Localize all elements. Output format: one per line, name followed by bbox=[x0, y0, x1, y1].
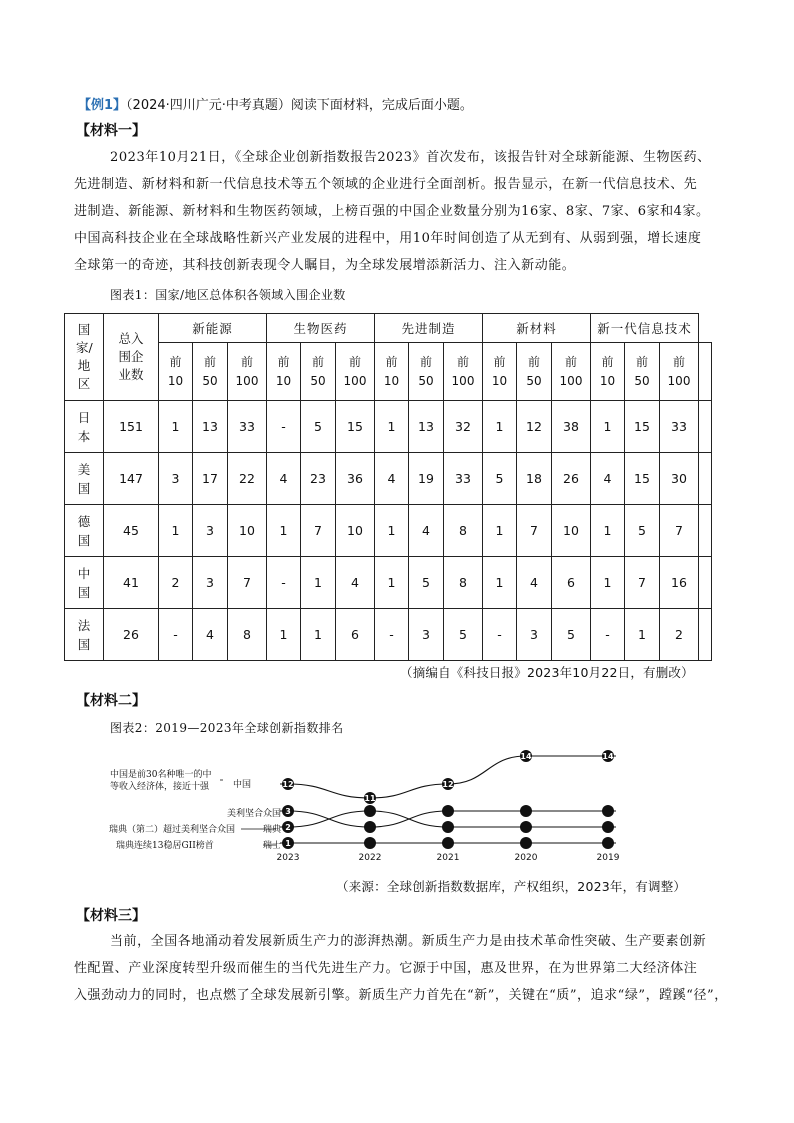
table-cell: 15 bbox=[336, 401, 375, 453]
point-label: 3 bbox=[285, 807, 291, 816]
table-cell: 1 bbox=[483, 557, 517, 609]
table-cell: 33 bbox=[444, 453, 483, 505]
x-tick-label: 2020 bbox=[514, 853, 538, 863]
material1-heading: 【材料一】 bbox=[76, 123, 146, 139]
series-point bbox=[602, 821, 614, 833]
table-row bbox=[65, 505, 712, 557]
material3-line-1: 当前，全国各地涌动着发展新质生产力的澎湃热潮。新质生产力是由技术革命性突破、生产要素创新 bbox=[110, 934, 707, 949]
table-cell: 13 bbox=[193, 401, 228, 453]
table-cell: 2 bbox=[159, 557, 193, 609]
table-cell: 22 bbox=[228, 453, 267, 505]
table-cell: - bbox=[267, 557, 301, 609]
table-cell: 7 bbox=[660, 505, 699, 557]
table-cell: 1 bbox=[591, 401, 625, 453]
chart-source: （来源：全球创新指数数据库，产权组织，2023年，有调整） bbox=[336, 879, 687, 894]
annotation-china-1: 中国是前30名种唯一的中 bbox=[110, 770, 212, 780]
header-country: 国家/地区 bbox=[65, 314, 104, 401]
table-cell: 13 bbox=[409, 401, 444, 453]
series-point bbox=[520, 821, 532, 833]
point-label: 14 bbox=[602, 752, 614, 761]
group-header-1: 生物医药 bbox=[267, 314, 375, 343]
table-source: （摘编自《科技日报》2023年10月22日，有删改） bbox=[400, 665, 694, 680]
group-header-0: 新能源 bbox=[159, 314, 267, 343]
header-total: 总入围企业数 bbox=[104, 314, 159, 401]
table-cell: 32 bbox=[444, 401, 483, 453]
table-cell: 4 bbox=[193, 609, 228, 661]
x-tick-label: 2022 bbox=[358, 853, 382, 863]
row-country: 德国 bbox=[65, 505, 104, 557]
table-row bbox=[65, 401, 712, 453]
group-header-4: 新一代信息技术 bbox=[591, 314, 699, 343]
label-sweden: 瑞典 bbox=[262, 825, 281, 835]
x-tick-label: 2023 bbox=[276, 853, 300, 863]
example-source-note: （2024·四川广元·中考真题）阅读下面材料，完成后面小题。 bbox=[126, 98, 473, 113]
material3-line-2: 性配置、产业深度转型升级而催生的当代先进生产力。它源于中国，惠及世界，在为世界第二大经济体注 bbox=[74, 961, 698, 976]
table-cell: 4 bbox=[336, 557, 375, 609]
table-cell: 38 bbox=[552, 401, 591, 453]
table-cell: 5 bbox=[552, 609, 591, 661]
table-cell: 4 bbox=[267, 453, 301, 505]
row-country: 日本 bbox=[65, 401, 104, 453]
table-cell: 8 bbox=[228, 609, 267, 661]
table-cell: 7 bbox=[625, 557, 660, 609]
table-cell: 5 bbox=[301, 401, 336, 453]
material1-line-4: 中国高科技企业在全球战略性新兴产业发展的进程中，用10年时间创造了从无到有、从弱到强，增长速度 bbox=[74, 231, 702, 246]
material2-heading: 【材料二】 bbox=[76, 693, 146, 709]
series-point bbox=[602, 837, 614, 849]
table-cell: 12 bbox=[517, 401, 552, 453]
table-caption: 图表1：国家/地区总体积各领域入围企业数 bbox=[110, 288, 346, 302]
table-cell: - bbox=[267, 401, 301, 453]
row-country: 法国 bbox=[65, 609, 104, 661]
material3-line-3: 入强劲动力的同时，也点燃了全球发展新引擎。新质生产力首先在“新”，关键在“质”，追求“绿”，蹚蹊“径”， bbox=[74, 988, 728, 1003]
table-cell: 36 bbox=[336, 453, 375, 505]
point-label: 12 bbox=[442, 780, 454, 789]
series-point bbox=[442, 837, 454, 849]
table-cell: 17 bbox=[193, 453, 228, 505]
table-row bbox=[65, 453, 712, 505]
table-cell: 5 bbox=[409, 557, 444, 609]
x-tick-label: 2021 bbox=[436, 853, 460, 863]
example-tag: 【例1】 bbox=[78, 98, 127, 113]
row-total: 45 bbox=[104, 505, 159, 557]
subheader-1-1: 前50 bbox=[301, 343, 336, 401]
table-cell: 5 bbox=[444, 609, 483, 661]
subheader-0-2: 前100 bbox=[228, 343, 267, 401]
table-cell: 1 bbox=[591, 557, 625, 609]
table-cell: 1 bbox=[159, 505, 193, 557]
subheader-2-1: 前50 bbox=[409, 343, 444, 401]
subheader-4-1: 前50 bbox=[625, 343, 660, 401]
subheader-3-1: 前50 bbox=[517, 343, 552, 401]
ranking-chart bbox=[100, 740, 660, 868]
label-china: 中国 bbox=[233, 780, 252, 790]
row-total: 26 bbox=[104, 609, 159, 661]
table-cell: 7 bbox=[517, 505, 552, 557]
material3-heading: 【材料三】 bbox=[76, 908, 146, 924]
table-cell: 1 bbox=[591, 505, 625, 557]
label-switzerland: 瑞士 bbox=[262, 841, 281, 851]
table-cell: 1 bbox=[375, 401, 409, 453]
material1-line-1: 2023年10月21日，《全球企业创新指数报告2023》首次发布，该报告针对全球新能源、生物医药、 bbox=[110, 150, 711, 165]
table-cell: 16 bbox=[660, 557, 699, 609]
row-total: 41 bbox=[104, 557, 159, 609]
point-label: 14 bbox=[520, 752, 532, 761]
annotation-sweden-top: 瑞典连续13稳居GII榜首 bbox=[116, 841, 214, 851]
series-point bbox=[602, 805, 614, 817]
material1-line-2: 先进制造、新材料和新一代信息技术等五个领域的企业进行全面剖析。报告显示，在新一代信息技术、先 bbox=[74, 177, 698, 192]
point-label: 2 bbox=[285, 823, 291, 832]
point-label: 11 bbox=[364, 794, 376, 803]
series-point bbox=[364, 821, 376, 833]
table-cell: 19 bbox=[409, 453, 444, 505]
table-cell: 1 bbox=[483, 505, 517, 557]
table-cell: 4 bbox=[517, 557, 552, 609]
annotation-sweden-passes: 瑞典（第二）超过美利坚合众国 bbox=[109, 825, 236, 835]
table-cell: 10 bbox=[336, 505, 375, 557]
point-label: 1 bbox=[285, 839, 291, 848]
example-header bbox=[78, 94, 473, 113]
enterprise-table bbox=[64, 313, 712, 661]
table-cell: 23 bbox=[301, 453, 336, 505]
group-header-2: 先进制造 bbox=[375, 314, 483, 343]
table-cell: - bbox=[375, 609, 409, 661]
table-cell: 5 bbox=[625, 505, 660, 557]
row-country: 美国 bbox=[65, 453, 104, 505]
row-total: 147 bbox=[104, 453, 159, 505]
series-point bbox=[520, 837, 532, 849]
series-point bbox=[442, 805, 454, 817]
table-row bbox=[65, 557, 712, 609]
table-cell: 1 bbox=[267, 609, 301, 661]
table-cell: 10 bbox=[228, 505, 267, 557]
point-label: 12 bbox=[282, 780, 294, 789]
table-cell: 1 bbox=[301, 609, 336, 661]
table-cell: 1 bbox=[483, 401, 517, 453]
table-cell: 15 bbox=[625, 401, 660, 453]
label-usa: 美利坚合众国 bbox=[226, 809, 281, 819]
row-total: 151 bbox=[104, 401, 159, 453]
series-point bbox=[520, 805, 532, 817]
annotation-china-2: 等收入经济体，接近十强 bbox=[110, 782, 210, 792]
table-cell: 33 bbox=[660, 401, 699, 453]
subheader-3-0: 前10 bbox=[483, 343, 517, 401]
subheader-3-2: 前100 bbox=[552, 343, 591, 401]
table-cell: 18 bbox=[517, 453, 552, 505]
table-cell: 33 bbox=[228, 401, 267, 453]
table-cell: 1 bbox=[159, 401, 193, 453]
subheader-4-2: 前100 bbox=[660, 343, 699, 401]
table-cell: 4 bbox=[409, 505, 444, 557]
material1-line-3: 进制造、新能源、新材料和生物医药领域，上榜百强的中国企业数量分别为16家、8家、7家、6家和4家。 bbox=[74, 204, 710, 219]
table-cell: - bbox=[591, 609, 625, 661]
table-cell: 26 bbox=[552, 453, 591, 505]
table-cell: 10 bbox=[552, 505, 591, 557]
table-cell: 15 bbox=[625, 453, 660, 505]
table-cell: 4 bbox=[375, 453, 409, 505]
subheader-0-0: 前10 bbox=[159, 343, 193, 401]
table-cell: - bbox=[159, 609, 193, 661]
group-header-3: 新材料 bbox=[483, 314, 591, 343]
table-cell: 4 bbox=[591, 453, 625, 505]
subheader-2-2: 前100 bbox=[444, 343, 483, 401]
table-cell: 5 bbox=[483, 453, 517, 505]
table-cell: 7 bbox=[228, 557, 267, 609]
table-cell: 30 bbox=[660, 453, 699, 505]
table-cell: - bbox=[483, 609, 517, 661]
material1-line-5: 全球第一的奇迹，其科技创新表现令人瞩目，为全球发展增添新活力、注入新动能。 bbox=[74, 258, 576, 273]
table-cell: 8 bbox=[444, 557, 483, 609]
table-cell: 6 bbox=[552, 557, 591, 609]
table-cell: 6 bbox=[336, 609, 375, 661]
table-cell: 1 bbox=[301, 557, 336, 609]
subheader-1-2: 前100 bbox=[336, 343, 375, 401]
row-country: 中国 bbox=[65, 557, 104, 609]
table-cell: 1 bbox=[625, 609, 660, 661]
series-point bbox=[364, 837, 376, 849]
table-cell: 7 bbox=[301, 505, 336, 557]
table-row bbox=[65, 609, 712, 661]
subheader-0-1: 前50 bbox=[193, 343, 228, 401]
series-line-0 bbox=[280, 756, 616, 798]
table-cell: 3 bbox=[159, 453, 193, 505]
table-cell: 3 bbox=[193, 557, 228, 609]
series-point bbox=[364, 805, 376, 817]
table-cell: 3 bbox=[517, 609, 552, 661]
table-cell: 1 bbox=[267, 505, 301, 557]
chart-caption: 图表2：2019—2023年全球创新指数排名 bbox=[110, 721, 344, 735]
subheader-4-0: 前10 bbox=[591, 343, 625, 401]
series-point bbox=[442, 821, 454, 833]
table-cell: 3 bbox=[193, 505, 228, 557]
table-cell: 8 bbox=[444, 505, 483, 557]
subheader-1-0: 前10 bbox=[267, 343, 301, 401]
table-cell: 1 bbox=[375, 557, 409, 609]
table-cell: 1 bbox=[375, 505, 409, 557]
x-tick-label: 2019 bbox=[596, 853, 620, 863]
table-cell: 2 bbox=[660, 609, 699, 661]
table-cell: 3 bbox=[409, 609, 444, 661]
subheader-2-0: 前10 bbox=[375, 343, 409, 401]
